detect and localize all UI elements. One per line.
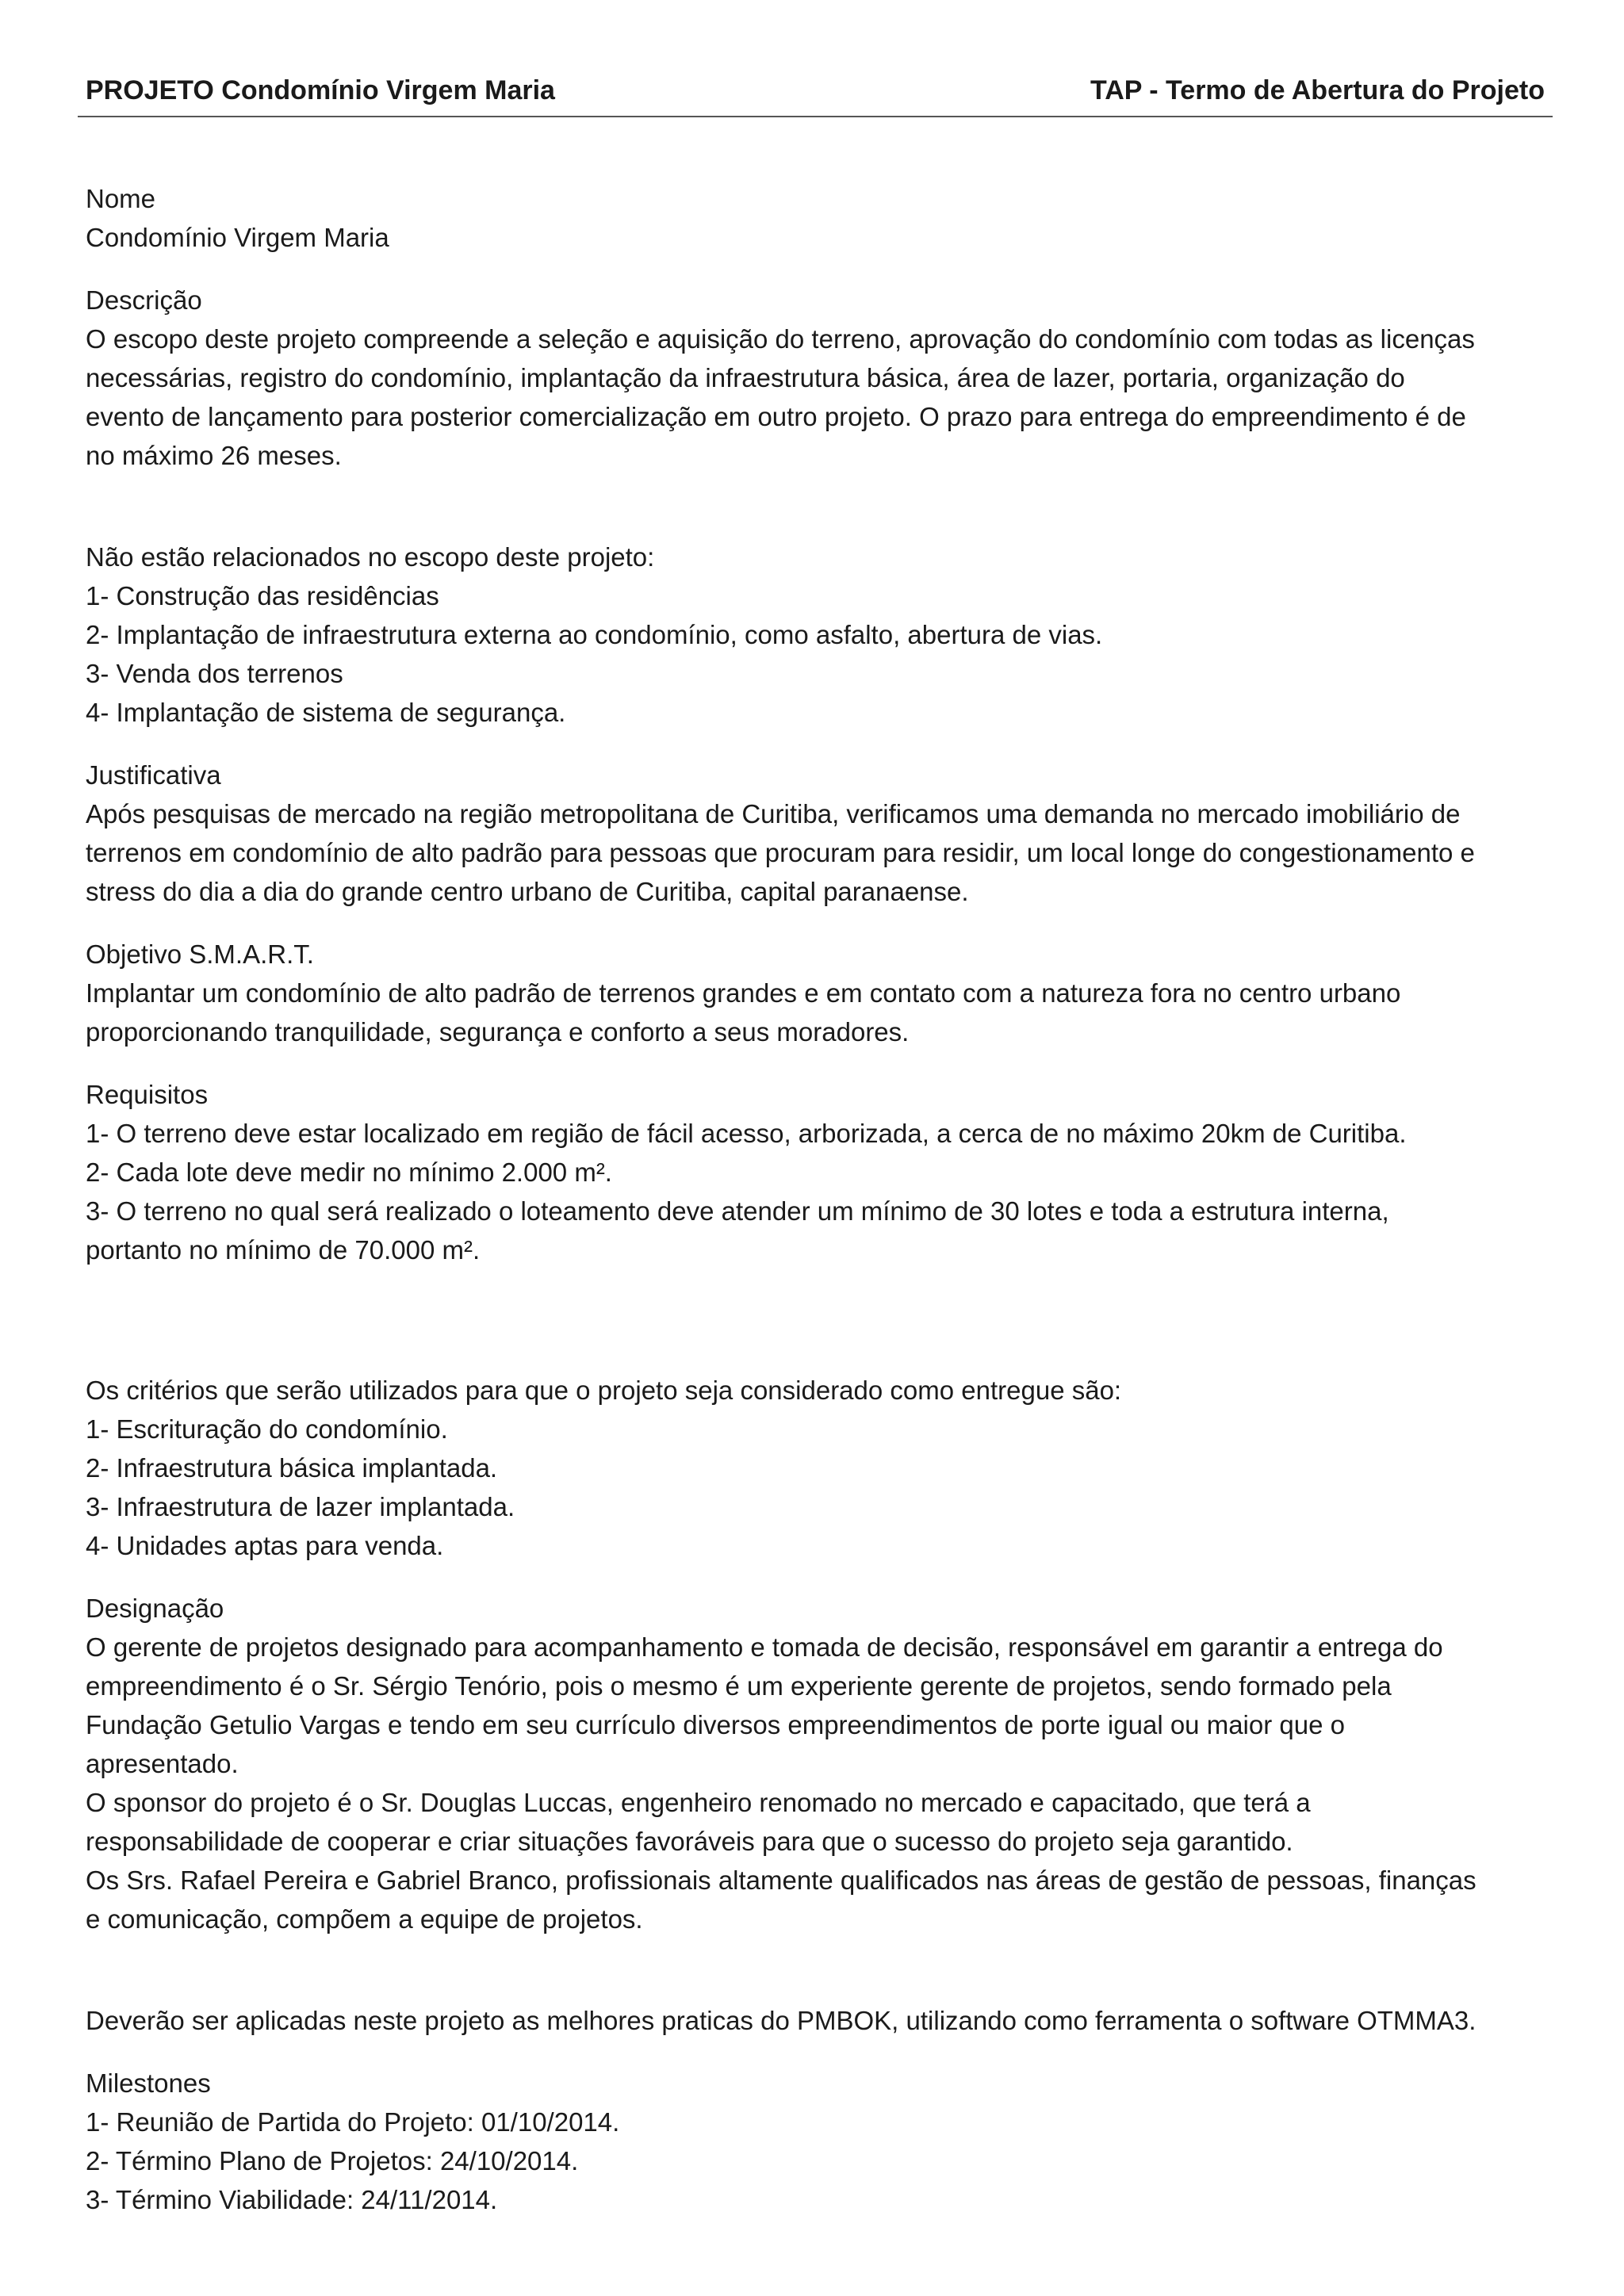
fora-escopo-item: 2- Implantação de infraestrutura externa ao condomínio, como asfalto, abertura de vias. bbox=[86, 620, 1103, 649]
objetivo-line: Implantar um condomínio de alto padrão de terrenos grandes e em contato com a natureza fora no centro urbano bbox=[86, 978, 1401, 1008]
requisito-line: 3- O terreno no qual será realizado o loteamento deve atender um mínimo de 30 lotes e toda a estrutura interna, bbox=[86, 1196, 1389, 1226]
section-objetivo bbox=[86, 935, 1545, 1051]
section-descricao bbox=[86, 281, 1545, 475]
section-nome bbox=[86, 179, 1545, 257]
designacao-line: O sponsor do projeto é o Sr. Douglas Luccas, engenheiro renomado no mercado e capacitado, que terá a bbox=[86, 1788, 1311, 1817]
page-header bbox=[78, 73, 1553, 117]
pmbok-text: Deverão ser aplicadas neste projeto as melhores praticas do PMBOK, utilizando como ferramenta o software OTMMA3. bbox=[86, 2006, 1477, 2035]
justificativa-line: terrenos em condomínio de alto padrão para pessoas que procuram para residir, um local longe do congestionamento e bbox=[86, 838, 1475, 867]
criterios-intro: Os critérios que serão utilizados para que o projeto seja considerado como entregue são: bbox=[86, 1376, 1122, 1405]
objetivo-line: proporcionando tranquilidade, segurança e conforto a seus moradores. bbox=[86, 1017, 910, 1047]
nome-value: Condomínio Virgem Maria bbox=[86, 223, 389, 252]
descricao-label: Descrição bbox=[86, 285, 202, 315]
criterio-item: 1- Escrituração do condomínio. bbox=[86, 1414, 448, 1444]
section-designacao bbox=[86, 1589, 1545, 1938]
nome-label: Nome bbox=[86, 184, 156, 213]
milestone-item: 3- Término Viabilidade: 24/11/2014. bbox=[86, 2185, 498, 2214]
fora-escopo-intro: Não estão relacionados no escopo deste projeto: bbox=[86, 542, 655, 572]
designacao-line: Os Srs. Rafael Pereira e Gabriel Branco, profissionais altamente qualificados nas áreas de gestão de pessoas, finanças bbox=[86, 1866, 1477, 1895]
section-requisitos bbox=[86, 1075, 1545, 1269]
justificativa-label: Justificativa bbox=[86, 760, 221, 790]
fora-escopo-item: 3- Venda dos terrenos bbox=[86, 659, 343, 688]
descricao-line: O escopo deste projeto compreende a seleção e aquisição do terreno, aprovação do condomínio com todas as licenças bbox=[86, 324, 1475, 354]
section-pmbok bbox=[86, 2001, 1545, 2040]
section-criterios bbox=[86, 1371, 1545, 1565]
document-body bbox=[86, 179, 1545, 2243]
designacao-line: empreendimento é o Sr. Sérgio Tenório, pois o mesmo é um experiente gerente de projetos, sendo formado pela bbox=[86, 1671, 1392, 1701]
fora-escopo-item: 4- Implantação de sistema de segurança. bbox=[86, 698, 566, 727]
milestones-label: Milestones bbox=[86, 2068, 211, 2098]
descricao-line: evento de lançamento para posterior comercialização em outro projeto. O prazo para entrega do empreendimento é de bbox=[86, 402, 1466, 431]
designacao-label: Designação bbox=[86, 1594, 224, 1623]
designacao-line: O gerente de projetos designado para acompanhamento e tomada de decisão, responsável em garantir a entrega do bbox=[86, 1632, 1443, 1662]
justificativa-line: stress do dia a dia do grande centro urbano de Curitiba, capital paranaense. bbox=[86, 877, 969, 906]
requisito-line: 1- O terreno deve estar localizado em região de fácil acesso, arborizada, a cerca de no máximo 20km de Curitiba. bbox=[86, 1119, 1407, 1148]
section-milestones bbox=[86, 2064, 1545, 2219]
descricao-line: no máximo 26 meses. bbox=[86, 441, 342, 470]
descricao-line: necessárias, registro do condomínio, implantação da infraestrutura básica, área de lazer, portaria, organização do bbox=[86, 363, 1405, 392]
criterio-item: 3- Infraestrutura de lazer implantada. bbox=[86, 1492, 515, 1521]
designacao-line: responsabilidade de cooperar e criar situações favoráveis para que o sucesso do projeto seja garantido. bbox=[86, 1827, 1293, 1856]
designacao-line: apresentado. bbox=[86, 1749, 239, 1778]
objetivo-label: Objetivo S.M.A.R.T. bbox=[86, 939, 314, 969]
requisito-line: portanto no mínimo de 70.000 m². bbox=[86, 1235, 481, 1265]
requisitos-label: Requisitos bbox=[86, 1080, 209, 1109]
criterio-item: 2- Infraestrutura básica implantada. bbox=[86, 1453, 498, 1483]
designacao-line: e comunicação, compõem a equipe de projetos. bbox=[86, 1904, 643, 1934]
milestone-item: 1- Reunião de Partida do Projeto: 01/10/2014. bbox=[86, 2107, 620, 2137]
project-title: PROJETO Condomínio Virgem Maria bbox=[86, 75, 555, 105]
requisito-line: 2- Cada lote deve medir no mínimo 2.000 m². bbox=[86, 1158, 612, 1187]
section-justificativa bbox=[86, 756, 1545, 911]
designacao-line: Fundação Getulio Vargas e tendo em seu currículo diversos empreendimentos de porte igual ou maior que o bbox=[86, 1710, 1345, 1739]
fora-escopo-item: 1- Construção das residências bbox=[86, 581, 439, 610]
justificativa-line: Após pesquisas de mercado na região metropolitana de Curitiba, verificamos uma demanda no mercado imobiliário de bbox=[86, 799, 1461, 828]
document-type-title: TAP - Termo de Abertura do Projeto bbox=[1090, 75, 1545, 105]
milestone-item: 2- Término Plano de Projetos: 24/10/2014. bbox=[86, 2146, 579, 2175]
criterio-item: 4- Unidades aptas para venda. bbox=[86, 1531, 444, 1560]
section-fora-escopo bbox=[86, 538, 1545, 732]
